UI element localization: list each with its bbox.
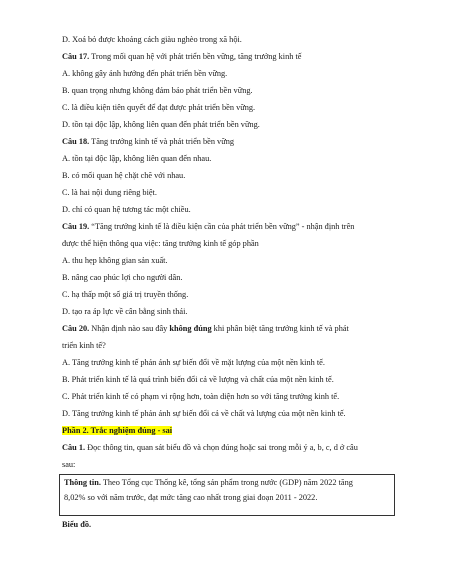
q18-text: Tăng trưởng kinh tế và phát triển bền vững bbox=[89, 137, 234, 146]
q18-option-c: C. là hai nội dung riêng biệt. bbox=[62, 188, 157, 197]
q17-option-d: D. tồn tại độc lập, không liên quan đến phát triển bền vững. bbox=[62, 120, 260, 129]
q17-option-c: C. là điều kiện tiên quyết để đạt được phát triển bền vững. bbox=[62, 103, 256, 112]
q16-option-d: D. Xoá bỏ được khoảng cách giàu nghèo trong xã hội. bbox=[62, 35, 242, 44]
q19-option-c: C. hạ thấp một số giá trị truyền thống. bbox=[62, 290, 189, 299]
q19-stem-line2: được thể hiện thông qua việc: tăng trưởng kinh tế góp phần bbox=[62, 239, 259, 248]
q18-label: Câu 18. bbox=[62, 137, 90, 146]
info-line2: 8,02% so với năm trước, đạt mức tăng cao nhất trong giai đoạn 2011 - 2022. bbox=[64, 493, 318, 502]
q20-option-d: D. Tăng trưởng kinh tế phản ánh sự biến đổi cả về chất và lượng của một nền kinh tế. bbox=[62, 409, 346, 418]
chart-label-text: Biểu đồ. bbox=[62, 520, 92, 529]
q18-option-d: D. chỉ có quan hệ tương tác một chiều. bbox=[62, 205, 191, 214]
q20-option-a: A. Tăng trưởng kinh tế phản ánh sự biến đổi về mặt lượng của một nền kinh tế. bbox=[62, 358, 325, 367]
info-label: Thông tin. bbox=[64, 478, 101, 487]
q20-negation: không đúng bbox=[169, 324, 212, 333]
p2q1-text-1: Đọc thông tin, quan sát biểu đồ và chọn đúng hoặc sai trong mỗi ý a, b, c, d ở câu bbox=[85, 443, 358, 452]
q20-option-c: C. Phát triển kinh tế có phạm vi rộng hơn, toàn diện hơn so với tăng trưởng kinh tế. bbox=[62, 392, 340, 401]
q18-option-a: A. tồn tại độc lập, không liên quan đến nhau. bbox=[62, 154, 212, 163]
q17-option-a: A. không gây ảnh hưởng đến phát triển bền vững. bbox=[62, 69, 228, 78]
info-box bbox=[59, 474, 395, 516]
q17-label: Câu 17. bbox=[62, 52, 90, 61]
q20-stem-line2: triển kinh tế? bbox=[62, 341, 106, 350]
q20-text-post: khi phân biệt tăng trưởng kinh tế và phát bbox=[211, 324, 349, 333]
q17-stem bbox=[62, 52, 301, 62]
q19-label: Câu 19. bbox=[62, 222, 90, 231]
q19-text-1: “Tăng trưởng kinh tế là điều kiện cần của phát triển bền vững” - nhận định trên bbox=[89, 222, 355, 231]
p2q1-stem bbox=[62, 443, 358, 453]
part2-title: Phần 2. Trắc nghiệm đúng - sai bbox=[62, 426, 173, 435]
q17-text: Trong mối quan hệ với phát triển bền vững, tăng trưởng kinh tế bbox=[89, 52, 302, 61]
chart-label bbox=[62, 520, 91, 530]
q20-option-b: B. Phát triển kinh tế là quá trình biến đổi cả về lượng và chất của một nền kinh tế. bbox=[62, 375, 334, 384]
q19-option-a: A. thu hẹp không gian sản xuất. bbox=[62, 256, 168, 265]
q17-option-b: B. quan trọng nhưng không đảm bảo phát triển bền vững. bbox=[62, 86, 253, 95]
part2-heading bbox=[62, 426, 172, 436]
q18-stem bbox=[62, 137, 234, 147]
p2q1-label: Câu 1. bbox=[62, 443, 86, 452]
q18-option-b: B. có mối quan hệ chặt chẽ với nhau. bbox=[62, 171, 186, 180]
q20-stem bbox=[62, 324, 349, 334]
p2q1-stem-line2: sau: bbox=[62, 460, 76, 469]
q20-text-pre: Nhận định nào sau đây bbox=[89, 324, 170, 333]
q19-option-d: D. tạo ra áp lực về cân bằng sinh thái. bbox=[62, 307, 188, 316]
info-text-1: Theo Tổng cục Thống kê, tổng sản phẩm trong nước (GDP) năm 2022 tăng bbox=[100, 478, 353, 487]
info-line1 bbox=[64, 478, 353, 488]
q19-stem bbox=[62, 222, 354, 232]
q20-label: Câu 20. bbox=[62, 324, 90, 333]
q19-option-b: B. nâng cao phúc lợi cho người dân. bbox=[62, 273, 183, 282]
